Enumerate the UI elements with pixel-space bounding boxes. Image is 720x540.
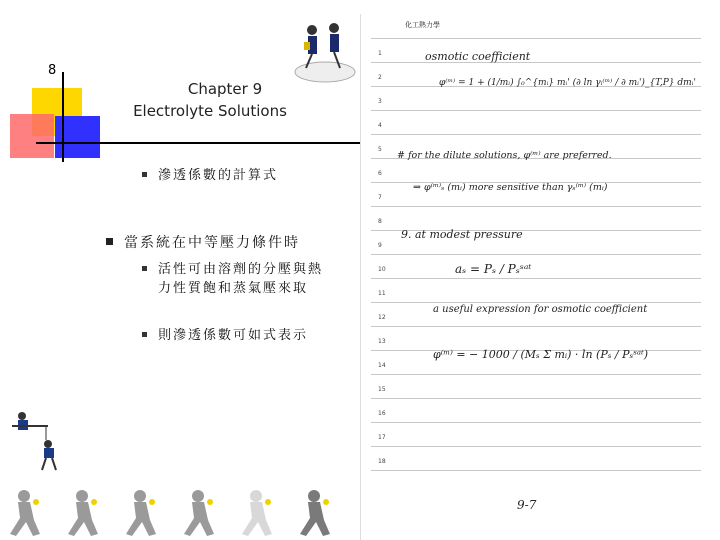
line-number: 5 [378, 146, 382, 153]
line-number: 4 [378, 122, 382, 129]
line-number: 10 [378, 266, 386, 273]
line-number: 16 [378, 410, 386, 417]
line-number: 3 [378, 98, 382, 105]
note-equation-1: φ⁽ᵐ⁾ = 1 + (1/mᵢ) ∫₀^{mᵢ} mᵢ' (∂ ln γᵢ⁽ᵐ⁾ / ∂ mᵢ')_{T,P} dmᵢ' [439, 78, 696, 88]
line-number: 7 [378, 194, 382, 201]
notebook-header: 化工熱力學 [405, 21, 440, 29]
note-page-number: 9-7 [517, 498, 537, 512]
bullet-text: 則滲透係數可如式表示 [158, 328, 309, 343]
bullet-text-line1: 活性可由溶劑的分壓與熱 [158, 262, 324, 277]
bullet-text: 滲透係數的計算式 [158, 168, 279, 183]
line-number: 11 [378, 290, 386, 297]
line-number: 1 [378, 50, 382, 57]
decor-red-square [10, 114, 54, 158]
bullet-marker [142, 266, 147, 271]
note-dilute-solutions: # for the dilute solutions, φ⁽ᵐ⁾ are preferred. [397, 150, 612, 161]
decor-horizontal-line [36, 142, 396, 144]
bullet-text: 當系統在中等壓力條件時 [124, 235, 300, 251]
line-number: 8 [378, 218, 382, 225]
note-more-sensitive: ⇒ φ⁽ᵐ⁾ₛ (mᵢ) more sensitive than γₛ⁽ᵐ⁾ (mᵢ) [413, 182, 608, 193]
line-number: 15 [378, 386, 386, 393]
line-number: 17 [378, 434, 386, 441]
climbers-icon [8, 410, 68, 474]
line-number: 18 [378, 458, 386, 465]
line-number: 14 [378, 362, 386, 369]
line-number: 12 [378, 314, 386, 321]
juggler-figures-icon [290, 14, 360, 84]
note-modest-pressure: 9. at modest pressure [401, 228, 523, 241]
line-number: 9 [378, 242, 382, 249]
bullet-text-line2: 力性質飽和蒸氣壓來取 [158, 281, 309, 296]
handwritten-notes-page [360, 14, 711, 540]
bullet-marker [142, 172, 147, 177]
slide-title-line2: Electrolyte Solutions [133, 102, 287, 120]
bullet-marker [106, 238, 113, 245]
note-osmotic-coefficient: osmotic coefficient [425, 50, 531, 63]
decor-vertical-line [62, 72, 64, 162]
line-number: 13 [378, 338, 386, 345]
slide-number: 8 [48, 63, 57, 78]
running-figures-icon [0, 488, 360, 540]
note-useful-expression: a useful expression for osmotic coefficient [433, 304, 648, 315]
line-number: 6 [378, 170, 382, 177]
line-number: 2 [378, 74, 382, 81]
slide-title-line1: Chapter 9 [187, 80, 263, 98]
note-equation-2: aₛ = Pₛ / Pₛˢᵃᵗ [455, 262, 532, 276]
note-equation-3: φ⁽ᵐ⁾ = − 1000 / (Mₛ Σ mᵢ) · ln (Pₛ / Pₛˢᵃᵗ) [433, 348, 649, 361]
bullet-marker [142, 332, 147, 337]
